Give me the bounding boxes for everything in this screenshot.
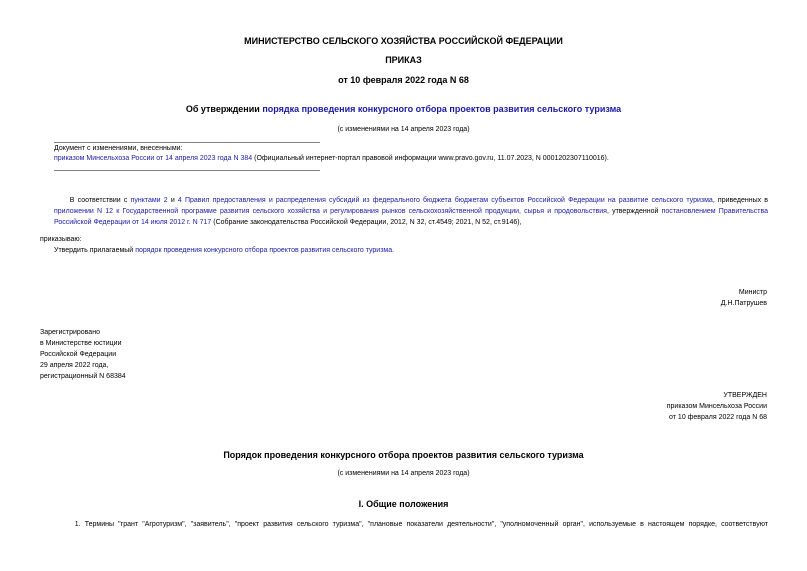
approval-line: от 10 февраля 2022 года N 68 bbox=[669, 414, 767, 421]
amendments-intro: Документ с изменениями, внесенными: bbox=[54, 145, 183, 152]
section-title: I. Общие положения bbox=[358, 499, 449, 509]
registration-line: Российской Федерации bbox=[40, 351, 117, 358]
approval-line: приказом Минсельхоза России bbox=[666, 403, 767, 410]
order-command: приказываю: bbox=[40, 236, 82, 243]
ministry-heading: МИНИСТЕРСТВО СЕЛЬСКОГО ХОЗЯЙСТВА РОССИЙСКОЙ ФЕДЕРАЦИИ bbox=[244, 36, 563, 46]
order-approve-link[interactable]: порядок проведения конкурсного отбора проектов развития сельского туризма bbox=[135, 247, 393, 254]
preamble-link-points[interactable]: пунктами 2 bbox=[130, 197, 168, 204]
preamble-line-2: приложении N 12 к Государственной программе развития сельского хозяйства и регулирования рынков сельскохозяйственной продукции, сырья и продовольствия, утвержденной постановлением Правительства bbox=[54, 208, 768, 215]
document-date-number: от 10 февраля 2022 года N 68 bbox=[338, 75, 469, 85]
amendments-order-line bbox=[54, 155, 609, 162]
amendments-order-link[interactable]: приказом Минсельхоза России от 14 апреля 2023 года N 384 bbox=[54, 155, 253, 162]
document-title bbox=[0, 104, 807, 114]
approval-block bbox=[667, 390, 767, 423]
preamble-link-appendix[interactable]: приложении N 12 к Государственной программе развития сельского хозяйства и регулирования рынков сельскохозяйственной продукции, сырья и продовольствия bbox=[54, 208, 607, 215]
preamble-paragraph bbox=[54, 195, 768, 228]
amendments-top-rule bbox=[54, 142, 320, 143]
order-approve-suffix: . bbox=[392, 247, 395, 254]
registration-line: Зарегистрировано bbox=[40, 329, 100, 336]
preamble-line-1: В соответствии с пунктами 2 и 4 Правил предоставления и распределения субсидий из федерального бюджета бюджетам субъектов Российской Федерации на развитие сельского туризма, приведенных в bbox=[69, 197, 768, 204]
procedure-title: Порядок проведения конкурсного отбора проектов развития сельского туризма bbox=[223, 450, 584, 460]
signature-name: Д.Н.Патрушев bbox=[720, 300, 767, 307]
registration-line: 29 апреля 2022 года, bbox=[40, 362, 109, 369]
clause-1-line: 1. Термины "грант "Агротуризм", "заявитель", "проект развития сельского туризма", "плановые показатели деятельности", "уполномоченный орган", используемые в настоящем порядке, соответствуют bbox=[74, 521, 768, 528]
amendments-bottom-rule bbox=[54, 170, 320, 171]
order-approve-prefix: Утвердить прилагаемый bbox=[54, 247, 134, 254]
document-title-link[interactable]: порядка проведения конкурсного отбора проектов развития сельского туризма bbox=[262, 104, 622, 114]
registration-block bbox=[40, 327, 126, 382]
preamble-link-rules[interactable]: 4 Правил предоставления и распределения субсидий из федерального бюджета бюджетам субъектов Российской Федерации на развитие сельского туризма bbox=[177, 197, 713, 204]
registration-line: в Министерстве юстиции bbox=[40, 340, 122, 347]
registration-line: регистрационный N 68384 bbox=[40, 373, 126, 380]
approval-line: УТВЕРЖДЕН bbox=[723, 392, 767, 399]
document-type: ПРИКАЗ bbox=[385, 55, 422, 65]
signature-position: Министр bbox=[738, 289, 767, 296]
signature-block bbox=[721, 287, 767, 309]
preamble-link-decree-cont[interactable]: Российской Федерации от 14 июля 2012 г. N 717 bbox=[54, 219, 212, 226]
clause-1 bbox=[54, 519, 768, 530]
document-title-prefix: Об утверждении bbox=[185, 104, 260, 114]
preamble-line-3: Российской Федерации от 14 июля 2012 г. N 717 (Собрание законодательства Российской Федерации, 2012, N 32, ст.4549; 2021, N 52, ст.9146), bbox=[54, 219, 522, 226]
amendments-order-source: (Официальный интернет-портал правовой информации www.pravo.gov.ru, 11.07.2023, N 0001202307110016). bbox=[254, 155, 609, 162]
amendment-note: (с изменениями на 14 апреля 2023 года) bbox=[337, 126, 470, 133]
procedure-amendment-note: (с изменениями на 14 апреля 2023 года) bbox=[337, 470, 470, 477]
preamble-link-decree[interactable]: постановлением Правительства bbox=[661, 208, 768, 215]
order-approve-line bbox=[54, 247, 394, 254]
